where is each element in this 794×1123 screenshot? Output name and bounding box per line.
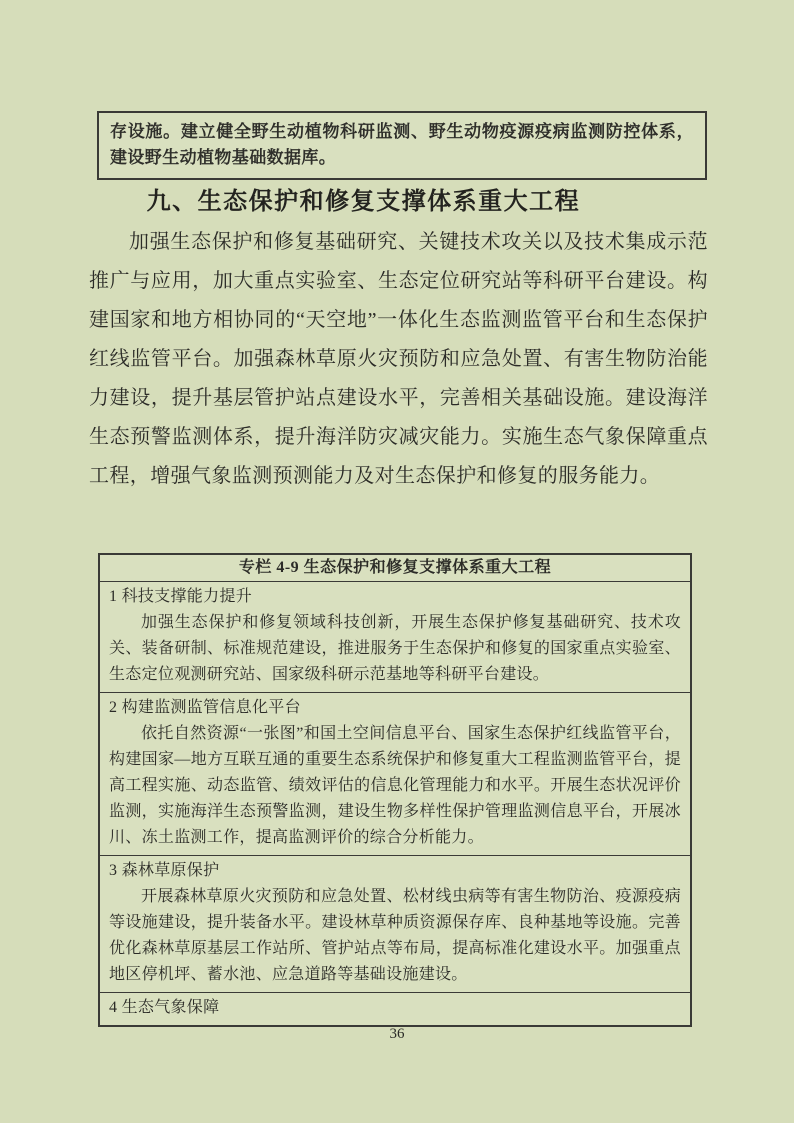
panel-section-body: 依托自然资源“一张图”和国土空间信息平台、国家生态保护红线监管平台，构建国家—地方互联互通的重要生态系统保护和修复重大工程监测监管平台，提高工程实施、动态监管、绩效评估的信息化管理能力和水平。开展生态状况评价监测，实施海洋生态预警监测，建设生物多样性保护管理监测信息平台，开展冰川、冻土监测工作，提高监测评价的综合分析能力。 (109, 725, 681, 846)
panel-section-title: 4 生态气象保障 (109, 999, 220, 1016)
body-paragraph: 加强生态保护和修复基础研究、关键技术攻关以及技术集成示范推广与应用，加大重点实验室、生态定位研究站等科研平台建设。构建国家和地方相协同的“天空地”一体化生态监测监管平台和生态保护红线监管平台。加强森林草原火灾预防和应急处置、有害生物防治能力建设，提升基层管护站点建设水平，完善相关基础设施。建设海洋生态预警监测体系，提升海洋防灾减灾能力。实施生态气象保障重点工程，增强气象监测预测能力及对生态保护和修复的服务能力。 (89, 231, 708, 487)
panel-section-title: 2 构建监测监管信息化平台 (109, 699, 301, 716)
panel-row (100, 582, 690, 693)
carryover-text-box (97, 111, 707, 180)
panel-title: 专栏 4-9 生态保护和修复支撑体系重大工程 (100, 555, 690, 582)
panel-section-title: 3 森林草原保护 (109, 862, 220, 879)
panel-section-body: 开展森林草原火灾预防和应急处置、松材线虫病等有害生物防治、疫源疫病等设施建设，提升装备水平。建设林草种质资源保存库、良种基地等设施。完善优化森林草原基层工作站所、管护站点等布局，提高标准化建设水平。加强重点地区停机坪、蓄水池、应急道路等基础设施建设。 (109, 888, 681, 983)
feature-panel (98, 553, 692, 1027)
page-number: 36 (389, 1026, 405, 1042)
panel-row (100, 993, 690, 1025)
section-heading: 九、生态保护和修复支撑体系重大工程 (146, 188, 581, 215)
carryover-text: 存设施。建立健全野生动植物科研监测、野生动物疫源疫病监测防控体系，建设野生动植物基础数据库。 (110, 122, 694, 167)
panel-row (100, 693, 690, 856)
panel-section-body: 加强生态保护和修复领域科技创新，开展生态保护修复基础研究、技术攻关、装备研制、标准规范建设，推进服务于生态保护和修复的国家重点实验室、生态定位观测研究站、国家级科研示范基地等科研平台建设。 (109, 614, 681, 683)
panel-row (100, 856, 690, 993)
panel-section-title: 1 科技支撑能力提升 (109, 588, 253, 605)
